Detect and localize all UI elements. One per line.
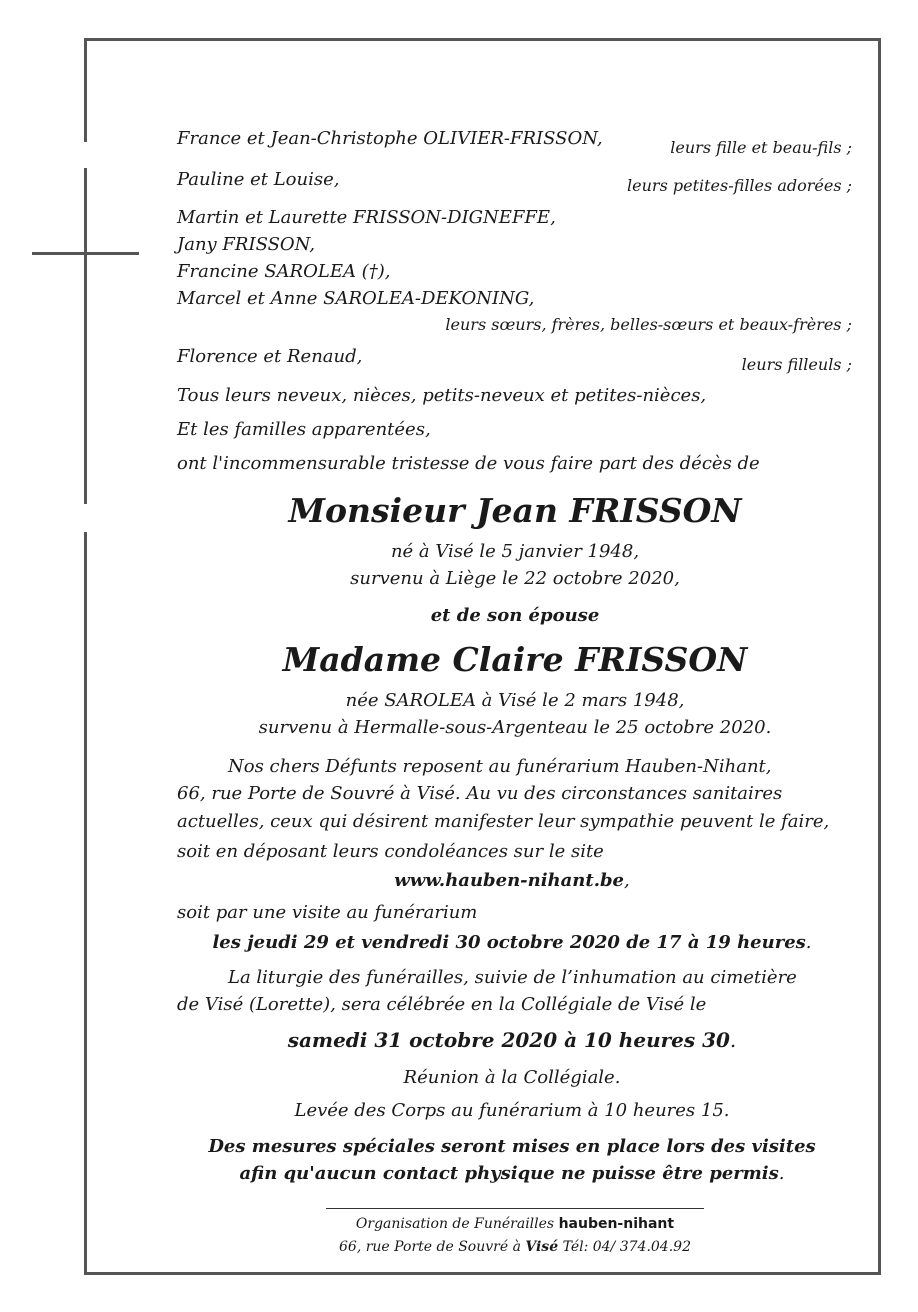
footer-address bbox=[300, 1240, 730, 1254]
family-line: Tous leurs neveux, nièces, petits-neveux et petites-nièces, bbox=[177, 385, 707, 406]
connector: et de son épouse bbox=[430, 605, 600, 626]
family-line: Marcel et Anne SAROLEA-DEKONING, bbox=[177, 288, 535, 309]
footer-city: Visé bbox=[525, 1239, 559, 1255]
family-line: Et les familles apparentées, bbox=[177, 419, 431, 440]
notice-line bbox=[177, 1138, 847, 1156]
info-text: de Visé (Lorette), sera célébrée en la Collégiale de Visé le bbox=[177, 994, 707, 1015]
frame-top bbox=[84, 38, 881, 41]
notice-text: afin qu'aucun contact physique ne puisse être permis bbox=[239, 1163, 779, 1184]
family-line: ont l'incommensurable tristesse de vous faire part des décès de bbox=[177, 453, 760, 474]
frame-left-top bbox=[84, 38, 87, 142]
frame-left-bottom bbox=[84, 532, 87, 1275]
footer-phone: Tél: 04/ 374.04.92 bbox=[562, 1239, 691, 1255]
family-role: leurs petites-filles adorées ; bbox=[627, 176, 852, 195]
family-role: leurs fille et beau-fils ; bbox=[670, 138, 852, 157]
family-line: Florence et Renaud, bbox=[177, 346, 363, 367]
cross-horizontal bbox=[32, 252, 139, 255]
family-line: Francine SAROLEA (†), bbox=[177, 261, 391, 282]
footer-org-prefix: Organisation de Funérailles bbox=[355, 1216, 555, 1232]
footer-separator bbox=[326, 1208, 704, 1209]
family-role: leurs sœurs, frères, belles-sœurs et beaux-frères ; bbox=[445, 315, 852, 334]
family-role: leurs filleuls ; bbox=[741, 355, 852, 374]
deceased-name-1: Monsieur Jean FRISSON bbox=[288, 491, 742, 530]
footer-organisation bbox=[300, 1217, 730, 1231]
brand-logo: hauben-nihant bbox=[558, 1216, 675, 1232]
cross-vertical bbox=[84, 168, 87, 504]
visit-dates: les jeudi 29 et vendredi 30 octobre 2020 de 17 à 19 heures bbox=[212, 932, 806, 953]
notice-text: Des mesures spéciales seront mises en place lors des visites bbox=[208, 1136, 816, 1157]
family-line: Martin et Laurette FRISSON-DIGNEFFE, bbox=[177, 207, 556, 228]
info-text: soit par une visite au funérarium bbox=[177, 902, 478, 923]
deceased-1-death: survenu à Liège le 22 octobre 2020, bbox=[350, 568, 680, 589]
deceased-2-death: survenu à Hermalle-sous-Argenteau le 25 octobre 2020. bbox=[258, 717, 772, 738]
frame-bottom bbox=[84, 1272, 881, 1275]
visit-dates-line bbox=[177, 934, 847, 952]
info-text: 66, rue Porte de Souvré à Visé. Au vu des circonstances sanitaires bbox=[177, 783, 783, 804]
ceremony-suffix: . bbox=[729, 1028, 737, 1052]
ceremony-date: samedi 31 octobre 2020 à 10 heures 30 bbox=[287, 1028, 730, 1052]
ceremony-date-line bbox=[177, 1030, 847, 1050]
meeting-info: Réunion à la Collégiale. bbox=[403, 1067, 621, 1088]
deceased-2-birth: née SAROLEA à Visé le 2 mars 1948, bbox=[345, 690, 685, 711]
family-line: Jany FRISSON, bbox=[177, 234, 316, 255]
family-line: Pauline et Louise, bbox=[177, 169, 340, 190]
website-suffix: , bbox=[624, 870, 630, 891]
notice-line bbox=[177, 1165, 847, 1183]
info-text: actuelles, ceux qui désirent manifester leur sympathie peuvent le faire, bbox=[177, 811, 830, 832]
notice-suffix: . bbox=[778, 1163, 785, 1184]
deceased-name-2: Madame Claire FRISSON bbox=[282, 640, 748, 679]
website-link[interactable]: www.hauben-nihant.be bbox=[394, 870, 625, 891]
visit-suffix: . bbox=[805, 932, 812, 953]
family-line: France et Jean-Christophe OLIVIER-FRISSON, bbox=[177, 128, 603, 149]
frame-right bbox=[878, 38, 881, 1275]
website-line bbox=[177, 872, 847, 890]
deceased-1-birth: né à Visé le 5 janvier 1948, bbox=[390, 541, 640, 562]
info-text: Nos chers Défunts reposent au funérarium Hauben-Nihant, bbox=[228, 756, 772, 777]
info-text: soit en déposant leurs condoléances sur le site bbox=[177, 841, 604, 862]
levee-info: Levée des Corps au funérarium à 10 heures 15. bbox=[294, 1100, 730, 1121]
footer-address-prefix: 66, rue Porte de Souvré à bbox=[339, 1239, 521, 1255]
info-text: La liturgie des funérailles, suivie de l’inhumation au cimetière bbox=[228, 967, 797, 988]
